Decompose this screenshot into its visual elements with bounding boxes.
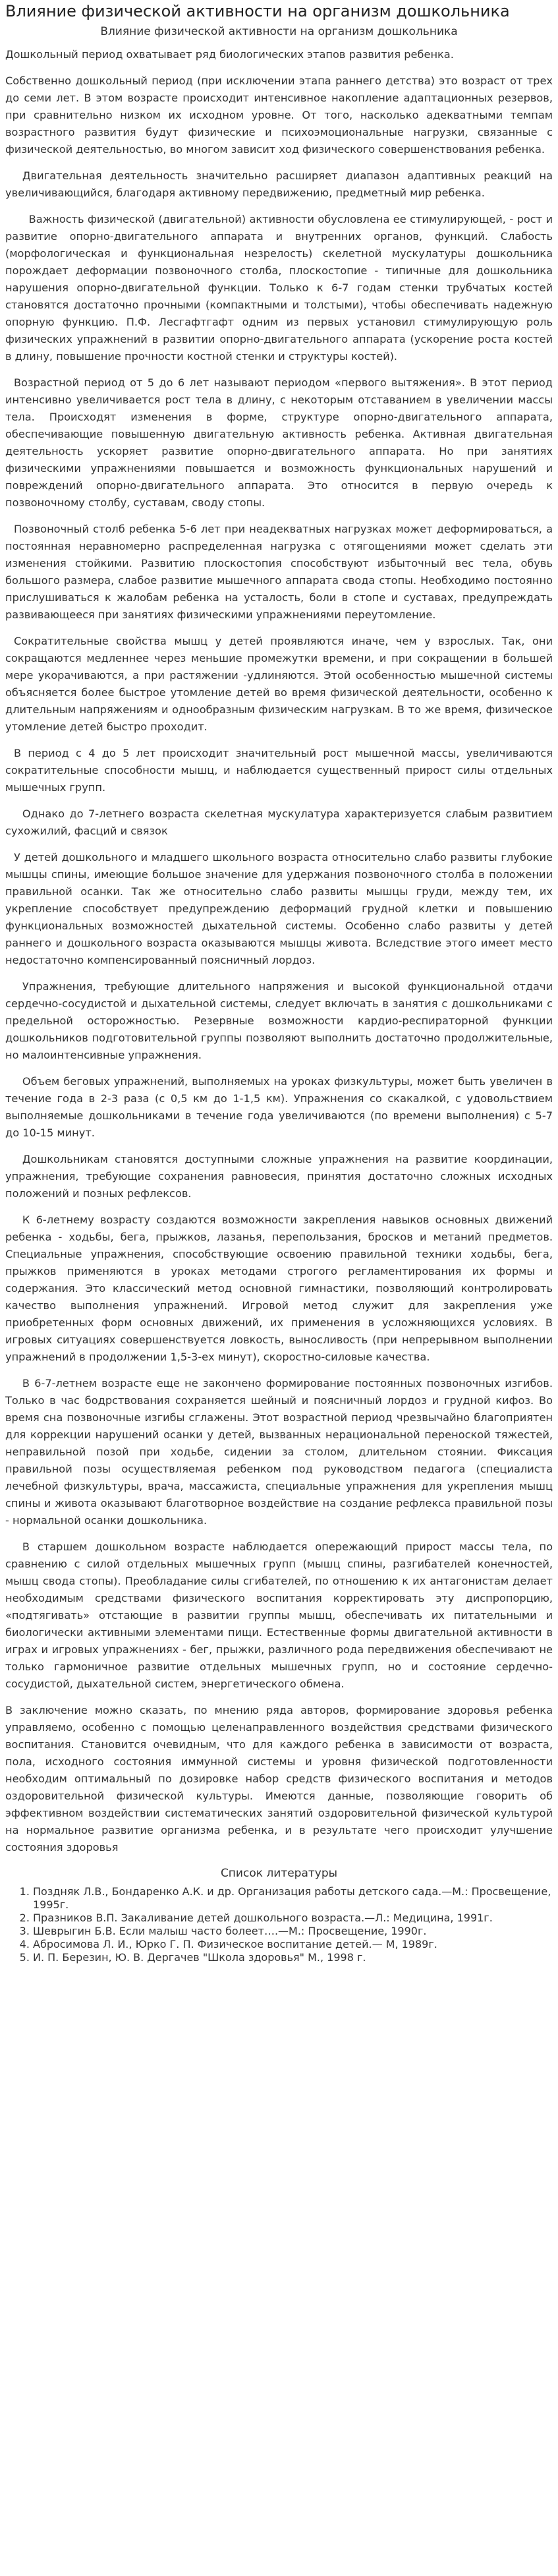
article-body: [5, 46, 553, 1856]
paragraph-11: Упражнения, требующие длительного напряжения и высокой функциональной отдачи сердечно-сосудистой и дыхательной системы, следует включать в занятия с дошкольниками с предельной осторожностью. Резервные возможности кардио-респираторной функции дошкольников подготовительной группы позволяют выполнить достаточно продолжительные, но малоинтенсивные упражнения.: [5, 980, 553, 1061]
paragraph-17: В заключение можно сказать, по мнению ряда авторов, формирование здоровья ребенка управляемо, особенно с помощью целенаправленного воздействия средствами физического воспитания. Становится очевидным, что для каждого ребенка в зависимости от возраста, пола, исходного состояния иммунной системы и уровня физической подготовленности необходим оптимальный по дозировке набор средств физического воспитания и методов оздоровительной физической культуры. Имеются данные, позволяющие говорить об эффективном воздействии систематических занятий оздоровительной физической культурой на нормальное развитие организма ребенка, и в результате чего происходит улучшение состояния здоровья: [5, 1704, 553, 1854]
paragraph-14: К 6-летнему возрасту создаются возможности закрепления навыков основных движений ребенка - ходьбы, бега, прыжков, лазанья, перепользания, бросков и метаний предметов. Специальные упражнения, способствующие освоению правильной техники ходьбы, бега, прыжков применяются в уроках методами строгого регламентирования их формы и содержания. Это классический метод основной гимнастики, позволяющий контролировать качество выполнения упражнений. Игровой метод служит для закрепления уже приобретенных форм основных движений, их применения в усложняющихся условиях. В игровых ситуациях совершенствуется ловкость, выносливость (при непрерывном выполнении упражнений в продолжении 1,5-3-ех минут), скоростно-силовые качества.: [5, 1214, 553, 1363]
references-title: Список литературы: [220, 1867, 338, 1880]
paragraph-2: Собственно дошкольный период (при исключении этапа раннего детства) это возраст от трех до семи лет. В этом возрасте происходит интенсивное накопление адаптационных резервов, при сравнительно низком их исходном уровне. От того, насколько адекватными темпам возрастного развития будут физические и психоэмоциональные нагрузки, связанные с физической деятельностью, во многом зависит ход физического совершенствования ребенка.: [5, 74, 553, 156]
paragraph-13: Дошкольникам становятся доступными сложные упражнения на развитие координации, упражнения, требующие сохранения равновесия, принятия достаточно сложных исходных положений и позных рефлексов.: [5, 1153, 553, 1200]
paragraph-10: У детей дошкольного и младшего школьного возраста относительно слабо развиты глубокие мышцы спины, имеющие большое значение для удержания позвоночного столба в положении правильной осанки. Так же относительно слабо развиты мышцы груди, между тем, их укрепление способствует предупреждению деформаций грудной клетки и повышению функциональных возможностей дыхательной системы. Особенно слабо развиты у детей раннего и дошкольного возраста оказываются мышцы живота. Вследствие этого имеет место недостаточно компенсированный поясничный лордоз.: [5, 851, 553, 966]
article-subtitle: Влияние физической активности на организм дошкольника: [100, 25, 458, 38]
reference-item: 5. И. П. Березин, Ю. В. Дергачев "Школа здоровья" М., 1998 г.: [33, 1951, 553, 1964]
paragraph-9: Однако до 7-летнего возраста скелетная мускулатура характеризуется слабым развитием сухожилий, фасций и связок: [5, 807, 553, 837]
reference-item: 2. Празников В.П. Закаливание детей дошкольного возраста.—Л.: Медицина, 1991г.: [33, 1912, 553, 1925]
paragraph-15: В 6-7-летнем возрасте еще не закончено формирование постоянных позвоночных изгибов. Только в час бодрствования сохраняется шейный и поясничный лордоз и грудной кифоз. Во время сна позвоночные изгибы сглажены. Этот возрастной период чрезвычайно благоприятен для коррекции нарушений осанки у детей, вызванных нерациональной переноской тяжестей, неправильной позой при ходьбе, сидении за столом, длительном стоянии. Фиксация правильной позы осуществляемая ребенком под руководством педагога (специалиста лечебной физкультуры, врача, массажиста, специальные упражнения для укрепления мышц спины и живота оказывают благотворное воздействие на создание рефлекса правильной позы - нормальной осанки дошкольника.: [5, 1377, 553, 1527]
paragraph-12: Объем беговых упражнений, выполняемых на уроках физкультуры, может быть увеличен в течение года в 2-3 раза (с 0,5 км до 1-1,5 км). Упражнения со скакалкой, с удовольствием выполняемые дошкольниками в течение года увеличиваются (по времени выполнения) с 5-7 до 10-15 минут.: [5, 1075, 553, 1139]
reference-item: 1. Поздняк Л.В., Бондаренко А.К. и др. Организация работы детского сада.—М.: Просвещение, 1995г.: [33, 1885, 553, 1912]
paragraph-8: В период с 4 до 5 лет происходит значительный рост мышечной массы, увеличиваются сократительные способности мышц, и наблюдается существенный прирост силы отдельных мышечных групп.: [5, 747, 553, 794]
paragraph-3: Двигательная деятельность значительно расширяет диапазон адаптивных реакций на увеличивающийся, благодаря активному передвижению, предметный мир ребенка.: [5, 169, 553, 199]
paragraph-6: Позвоночный столб ребенка 5-6 лет при неадекватных нагрузках может деформироваться, а постоянная неравномерно распределенная нагрузка с отягощениями может сделать эти изменения стойкими. Развитию плоскостопия способствуют избыточный вес тела, обувь большого размера, слабое развитие мышечного аппарата свода стопы. Необходимо постоянно прислушиваться к жалобам ребенка на усталость, боли в стопе и суставах, предупреждать развивающееся при занятиях физическими упражнениями переутомление.: [5, 523, 553, 621]
references-list: [5, 1885, 553, 1964]
paragraph-4: Важность физической (двигательной) активности обусловлена ее стимулирующей, - рост и развитие опорно-двигательного аппарата и внутренних органов, функций. Слабость (морфологическая и функциональная незрелость) скелетной мускулатуры дошкольника порождает деформации позвоночного столба, плоскостопие - типичные для дошкольника нарушения опорно-двигательной функции. Только к 6-7 годам стенки трубчатых костей становятся достаточно прочными (компактными и толстыми), чтобы обеспечивать надежную опорную функцию. П.Ф. Лесгафтгафт одним из первых установил стимулирующую роль физических упражнений в развитии опорно-двигательного аппарата (ускорение роста костей в длину, повышение прочности костной стенки и структуры костей).: [5, 213, 553, 363]
reference-item: 4. Абросимова Л. И., Юрко Г. П. Физическое воспитание детей.— М, 1989г.: [33, 1938, 553, 1951]
paragraph-1: Дошкольный период охватывает ряд биологических этапов развития ребенка.: [5, 48, 454, 61]
reference-item: 3. Шеврыгин Б.В. Если малыш часто болеет….—М.: Просвещение, 1990г.: [33, 1925, 553, 1938]
paragraph-7: Сократительные свойства мышц у детей проявляются иначе, чем у взрослых. Так, они сокращаются медленнее через меньшие промежутки времени, и при сокращении в большей мере укорачиваются, а при растяжении -удлиняются. Этой особенностью мышечной системы объясняется более быстрое утомление детей во время физической деятельности, особенно к длительным напряжениям и однообразным физическим нагрузкам. В то же время, физическое утомление детей быстро проходит.: [5, 635, 553, 733]
page-title: Влияние физической активности на организм дошкольника: [5, 2, 510, 20]
paragraph-16: В старшем дошкольном возрасте наблюдается опережающий прирост массы тела, по сравнению с силой отдельных мышечных групп (мышц спины, разгибателей конечностей, мышц свода стопы). Преобладание силы сгибателей, по отношению к их антагонистам делает необходимым средствами физического воспитания корректировать эту диспропорцию, «подтягивать» отстающие в развитии группы мышц, обеспечивать их питательными и биологически активными элементами пищи. Естественные формы двигательной активности в играх и игровых упражнениях - бег, прыжки, различного рода передвижения обеспечивают не только гармоничное развитие отдельных мышечных групп, но и состояние сердечно-сосудистой, дыхательной систем, энергетического обмена.: [5, 1540, 553, 1690]
paragraph-5: Возрастной период от 5 до 6 лет называют периодом «первого вытяжения». В этот период интенсивно увеличивается рост тела в длину, с некоторым отставанием в увеличении массы тела. Происходят изменения в форме, структуре опорно-двигательного аппарата, обеспечивающие повышенную двигательную активность ребенка. Активная двигательная деятельность ускоряет развитие опорно-двигательного аппарата. Но при занятиях физическими упражнениями повышается и возможность функциональных нарушений и повреждений опорно-двигательного аппарата. Это относится в первую очередь к позвоночному столбу, суставам, своду стопы.: [5, 376, 553, 509]
